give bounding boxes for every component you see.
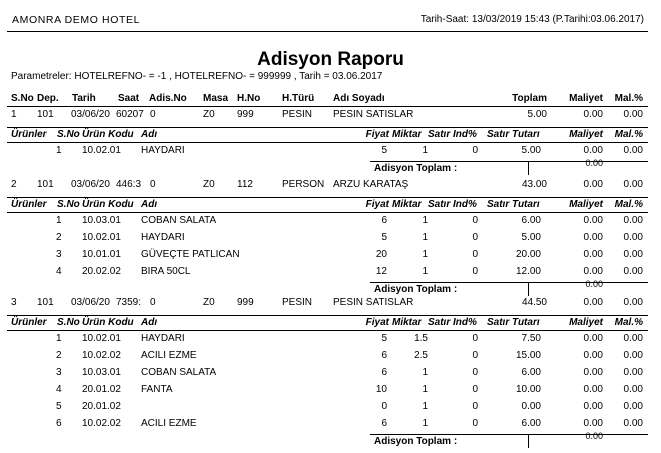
record-masa: Z0 bbox=[203, 179, 215, 190]
item-col-satirind: Satır Ind% bbox=[428, 317, 477, 328]
item-mal: 0.00 bbox=[623, 350, 643, 361]
item-ind: 0 bbox=[472, 401, 478, 412]
item-fiyat: 12 bbox=[375, 266, 387, 277]
record-adisoyadi: PESIN SATISLAR bbox=[333, 297, 414, 308]
item-header-bottom-divider bbox=[7, 212, 648, 213]
item-col-adi: Adı bbox=[141, 199, 158, 210]
item-tutar: 15.00 bbox=[515, 350, 541, 361]
item-sno: 4 bbox=[56, 266, 62, 277]
item-tutar: 6.00 bbox=[521, 418, 541, 429]
item-col-urunkodu: Ürün Kodu bbox=[82, 199, 134, 210]
item-header-bottom-divider bbox=[7, 142, 648, 143]
col-hturu: H.Türü bbox=[282, 93, 315, 104]
item-miktar: 1 bbox=[422, 145, 428, 156]
report-parameters: Parametreler: HOTELREFNO- = -1 , HOTELREFNO- = 999999 , Tarih = 03.06.2017 bbox=[11, 71, 383, 82]
item-tutar: 6.00 bbox=[521, 215, 541, 226]
item-col-maliyet: Maliyet bbox=[569, 129, 603, 140]
item-col-miktar: Miktar bbox=[392, 129, 422, 140]
item-miktar: 1 bbox=[422, 266, 428, 277]
item-adi: ACILI EZME bbox=[141, 418, 197, 429]
item-col-urunler: Ürünler bbox=[11, 317, 47, 328]
item-col-urunler: Ürünler bbox=[11, 199, 47, 210]
adisyon-total-label: Adisyon Toplam : bbox=[374, 163, 458, 174]
record-toplam: 43.00 bbox=[521, 179, 547, 190]
item-miktar: 1 bbox=[422, 418, 428, 429]
item-miktar: 2.5 bbox=[414, 350, 428, 361]
item-kod: 10.02.01 bbox=[82, 333, 121, 344]
item-maliyet: 0.00 bbox=[583, 401, 603, 412]
item-sno: 2 bbox=[56, 350, 62, 361]
item-kod: 20.01.02 bbox=[82, 384, 121, 395]
item-adi: COBAN SALATA bbox=[141, 367, 217, 378]
item-adi: ACILI EZME bbox=[141, 350, 197, 361]
item-sno: 1 bbox=[56, 145, 62, 156]
item-sno: 1 bbox=[56, 215, 62, 226]
item-col-miktar: Miktar bbox=[392, 199, 422, 210]
item-kod: 10.02.01 bbox=[82, 145, 121, 156]
item-sno: 3 bbox=[56, 367, 62, 378]
item-kod: 10.01.01 bbox=[82, 249, 121, 260]
item-tutar: 12.00 bbox=[515, 266, 541, 277]
record-saat: 7359: bbox=[116, 297, 142, 308]
item-adi: GÜVEÇTE PATLICAN bbox=[141, 249, 240, 260]
item-maliyet: 0.00 bbox=[583, 333, 603, 344]
item-col-fiyat: Fiyat bbox=[365, 317, 389, 328]
record-mal: 0.00 bbox=[623, 179, 643, 190]
record-tarih: 03/06/20 bbox=[71, 179, 110, 190]
item-adi: BIRA 50CL bbox=[141, 266, 191, 277]
record-tarih: 03/06/20 bbox=[71, 297, 110, 308]
item-maliyet: 0.00 bbox=[583, 266, 603, 277]
item-maliyet: 0.00 bbox=[583, 215, 603, 226]
item-ind: 0 bbox=[472, 215, 478, 226]
item-mal: 0.00 bbox=[623, 418, 643, 429]
record-hno: 999 bbox=[237, 109, 254, 120]
item-mal: 0.00 bbox=[623, 249, 643, 260]
total-divider bbox=[370, 161, 648, 162]
col-toplam: Toplam bbox=[512, 93, 547, 104]
col-adisoyadi: Adı Soyadı bbox=[333, 93, 385, 104]
item-fiyat: 5 bbox=[381, 232, 387, 243]
col-sno: S.No bbox=[11, 93, 34, 104]
item-ind: 0 bbox=[472, 333, 478, 344]
record-saat: 446:3 bbox=[116, 179, 142, 190]
hotel-name: AMONRA DEMO HOTEL bbox=[12, 14, 141, 26]
item-fiyat: 5 bbox=[381, 145, 387, 156]
record-hturu: PERSON bbox=[282, 179, 325, 190]
record-mal: 0.00 bbox=[623, 109, 643, 120]
item-adi: HAYDARI bbox=[141, 232, 185, 243]
item-fiyat: 6 bbox=[381, 367, 387, 378]
item-mal: 0.00 bbox=[623, 367, 643, 378]
item-fiyat: 6 bbox=[381, 418, 387, 429]
item-maliyet: 0.00 bbox=[583, 145, 603, 156]
item-mal: 0.00 bbox=[623, 266, 643, 277]
item-col-urunler: Ürünler bbox=[11, 129, 47, 140]
item-ind: 0 bbox=[472, 145, 478, 156]
item-col-mal: Mal.% bbox=[614, 317, 643, 328]
item-mal: 0.00 bbox=[623, 232, 643, 243]
item-col-satirtutari: Satır Tutarı bbox=[487, 317, 540, 328]
item-col-satirtutari: Satır Tutarı bbox=[487, 199, 540, 210]
item-fiyat: 5 bbox=[381, 333, 387, 344]
item-fiyat: 6 bbox=[381, 215, 387, 226]
item-maliyet: 0.00 bbox=[583, 232, 603, 243]
item-adi: HAYDARI bbox=[141, 145, 185, 156]
record-hturu: PESIN bbox=[282, 297, 313, 308]
item-col-urunkodu: Ürün Kodu bbox=[82, 129, 134, 140]
total-separator bbox=[528, 161, 529, 175]
record-maliyet: 0.00 bbox=[583, 297, 603, 308]
item-mal: 0.00 bbox=[623, 333, 643, 344]
record-sno: 2 bbox=[11, 179, 17, 190]
item-miktar: 1 bbox=[422, 401, 428, 412]
item-ind: 0 bbox=[472, 232, 478, 243]
report-datetime: Tarih-Saat: 13/03/2019 15:43 (P.Tarihi:03.06.2017) bbox=[420, 14, 644, 25]
item-col-maliyet: Maliyet bbox=[569, 199, 603, 210]
item-header-top-divider bbox=[7, 127, 648, 128]
col-mal: Mal.% bbox=[614, 93, 643, 104]
item-tutar: 0.00 bbox=[521, 401, 541, 412]
item-maliyet: 0.00 bbox=[583, 418, 603, 429]
item-header-top-divider bbox=[7, 315, 648, 316]
col-tarih: Tarih bbox=[72, 93, 96, 104]
item-kod: 20.02.02 bbox=[82, 266, 121, 277]
item-col-satirind: Satır Ind% bbox=[428, 199, 477, 210]
record-hno: 999 bbox=[237, 297, 254, 308]
item-col-maliyet: Maliyet bbox=[569, 317, 603, 328]
record-saat: 60207 bbox=[116, 109, 144, 120]
item-sno: 5 bbox=[56, 401, 62, 412]
record-dep: 101 bbox=[37, 109, 54, 120]
item-kod: 10.03.01 bbox=[82, 215, 121, 226]
col-saat: Saat bbox=[118, 93, 140, 104]
item-adi: HAYDARI bbox=[141, 333, 185, 344]
header-divider bbox=[7, 31, 648, 32]
col-dep: Dep. bbox=[37, 93, 59, 104]
record-maliyet: 0.00 bbox=[583, 109, 603, 120]
item-col-sno: S.No bbox=[57, 129, 80, 140]
item-ind: 0 bbox=[472, 418, 478, 429]
item-tutar: 20.00 bbox=[515, 249, 541, 260]
item-col-adi: Adı bbox=[141, 129, 158, 140]
item-ind: 0 bbox=[472, 384, 478, 395]
item-kod: 20.01.02 bbox=[82, 401, 121, 412]
record-toplam: 44.50 bbox=[521, 297, 547, 308]
item-fiyat: 20 bbox=[375, 249, 387, 260]
item-tutar: 7.50 bbox=[521, 333, 541, 344]
record-mal: 0.00 bbox=[623, 297, 643, 308]
item-tutar: 6.00 bbox=[521, 367, 541, 378]
item-maliyet: 0.00 bbox=[583, 350, 603, 361]
item-ind: 0 bbox=[472, 249, 478, 260]
item-mal: 0.00 bbox=[623, 145, 643, 156]
item-kod: 10.02.02 bbox=[82, 418, 121, 429]
item-miktar: 1 bbox=[422, 384, 428, 395]
item-miktar: 1 bbox=[422, 367, 428, 378]
item-adi: FANTA bbox=[141, 384, 173, 395]
item-miktar: 1 bbox=[422, 249, 428, 260]
item-col-satirind: Satır Ind% bbox=[428, 129, 477, 140]
record-hno: 112 bbox=[237, 179, 253, 190]
item-mal: 0.00 bbox=[623, 401, 643, 412]
total-divider bbox=[370, 434, 648, 435]
item-sno: 4 bbox=[56, 384, 62, 395]
record-adisno: 0 bbox=[150, 179, 156, 190]
item-header-bottom-divider bbox=[7, 330, 648, 331]
item-col-satirtutari: Satır Tutarı bbox=[487, 129, 540, 140]
record-maliyet: 0.00 bbox=[583, 179, 603, 190]
item-sno: 6 bbox=[56, 418, 62, 429]
item-kod: 10.02.02 bbox=[82, 350, 121, 361]
col-masa: Masa bbox=[203, 93, 229, 104]
adisyon-total-value: 0.00 bbox=[585, 431, 603, 441]
total-divider bbox=[370, 282, 648, 283]
item-maliyet: 0.00 bbox=[583, 384, 603, 395]
item-kod: 10.02.01 bbox=[82, 232, 121, 243]
item-sno: 2 bbox=[56, 232, 62, 243]
page-title: Adisyon Raporu bbox=[257, 49, 404, 70]
item-fiyat: 0 bbox=[381, 401, 387, 412]
col-hno: H.No bbox=[237, 93, 261, 104]
record-tarih: 03/06/20 bbox=[71, 109, 110, 120]
item-col-fiyat: Fiyat bbox=[365, 129, 389, 140]
item-col-fiyat: Fiyat bbox=[365, 199, 389, 210]
item-miktar: 1 bbox=[422, 215, 428, 226]
item-col-urunkodu: Ürün Kodu bbox=[82, 317, 134, 328]
adisyon-total-label: Adisyon Toplam : bbox=[374, 436, 458, 447]
record-sno: 1 bbox=[11, 109, 17, 120]
item-header-top-divider bbox=[7, 197, 648, 198]
item-col-mal: Mal.% bbox=[614, 129, 643, 140]
item-mal: 0.00 bbox=[623, 215, 643, 226]
record-sno: 3 bbox=[11, 297, 17, 308]
item-col-miktar: Miktar bbox=[392, 317, 422, 328]
item-kod: 10.03.01 bbox=[82, 367, 121, 378]
item-tutar: 5.00 bbox=[521, 232, 541, 243]
item-sno: 3 bbox=[56, 249, 62, 260]
item-miktar: 1 bbox=[422, 232, 428, 243]
record-masa: Z0 bbox=[203, 297, 215, 308]
item-tutar: 5.00 bbox=[521, 145, 541, 156]
record-hturu: PESIN bbox=[282, 109, 313, 120]
total-separator bbox=[528, 282, 529, 296]
adisyon-total-value: 0.00 bbox=[585, 158, 603, 168]
item-miktar: 1.5 bbox=[414, 333, 428, 344]
col-maliyet: Maliyet bbox=[569, 93, 603, 104]
adisyon-total-label: Adisyon Toplam : bbox=[374, 284, 458, 295]
record-adisoyadi: PESIN SATISLAR bbox=[333, 109, 414, 120]
record-adisno: 0 bbox=[150, 109, 156, 120]
column-header-divider bbox=[7, 106, 648, 107]
adisyon-total-value: 0.00 bbox=[585, 279, 603, 289]
item-maliyet: 0.00 bbox=[583, 367, 603, 378]
item-col-adi: Adı bbox=[141, 317, 158, 328]
record-masa: Z0 bbox=[203, 109, 215, 120]
item-ind: 0 bbox=[472, 350, 478, 361]
item-maliyet: 0.00 bbox=[583, 249, 603, 260]
record-adisoyadi: ARZU KARATAŞ bbox=[333, 179, 409, 190]
item-adi: COBAN SALATA bbox=[141, 215, 217, 226]
item-sno: 1 bbox=[56, 333, 62, 344]
item-ind: 0 bbox=[472, 266, 478, 277]
record-dep: 101 bbox=[37, 297, 54, 308]
item-col-sno: S.No bbox=[57, 317, 80, 328]
total-separator bbox=[528, 434, 529, 448]
item-fiyat: 6 bbox=[381, 350, 387, 361]
col-adisno: Adis.No bbox=[149, 93, 187, 104]
item-tutar: 10.00 bbox=[515, 384, 541, 395]
item-mal: 0.00 bbox=[623, 384, 643, 395]
item-col-sno: S.No bbox=[57, 199, 80, 210]
item-ind: 0 bbox=[472, 367, 478, 378]
item-col-mal: Mal.% bbox=[614, 199, 643, 210]
item-fiyat: 10 bbox=[375, 384, 387, 395]
record-toplam: 5.00 bbox=[527, 109, 547, 120]
record-dep: 101 bbox=[37, 179, 54, 190]
record-adisno: 0 bbox=[150, 297, 156, 308]
